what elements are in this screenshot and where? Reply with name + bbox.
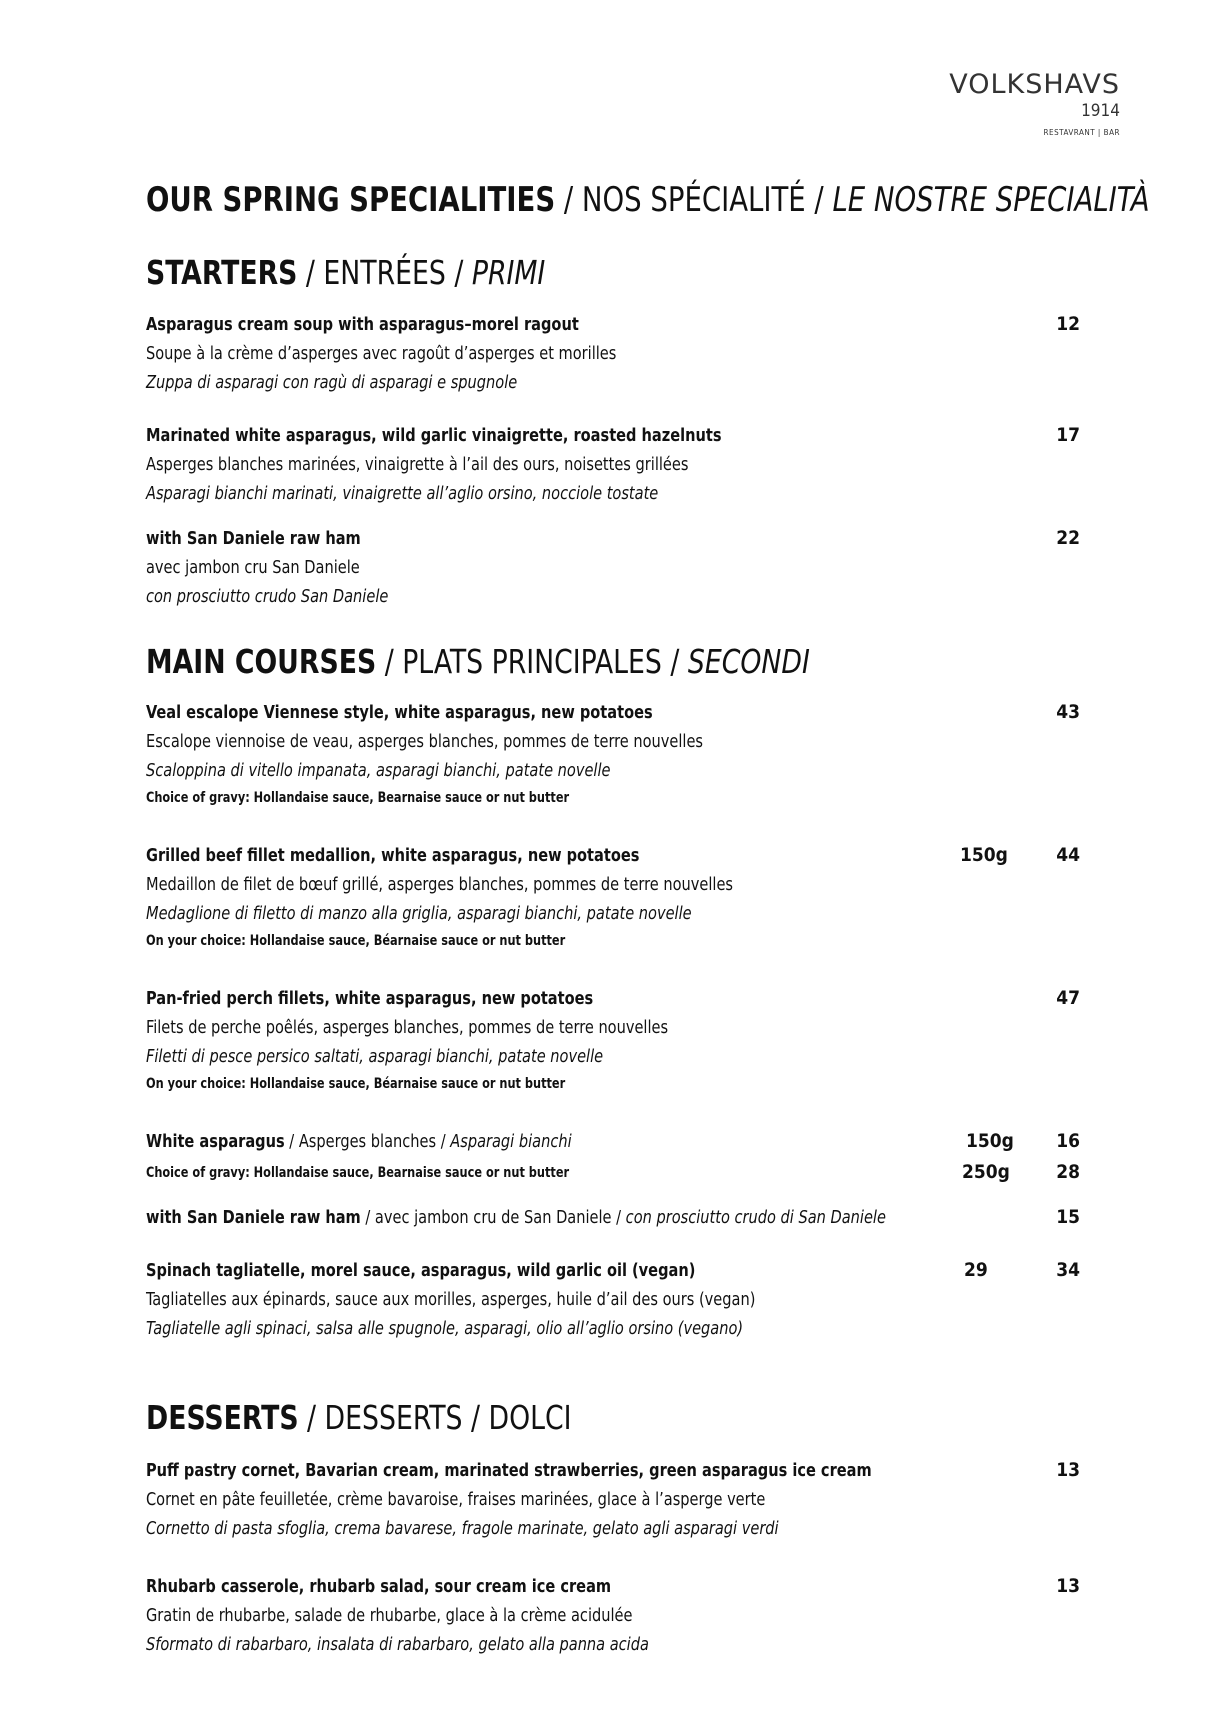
menu-item-note: On your choice: Hollandaise sauce, Béarnaise sauce or nut butter [146, 933, 566, 949]
menu-item-title: Puff pastry cornet, Bavarian cream, marinated strawberries, green asparagus ice cream [146, 1460, 872, 1481]
menu-item-italian: Tagliatelle agli spinaci, salsa alle spugnole, asparagi, olio all’aglio orsino (vegano) [146, 1318, 744, 1339]
menu-item-italian: Zuppa di asparagi con ragù di asparagi e spugnole [146, 372, 518, 393]
menu-item-french: Tagliatelles aux épinards, sauce aux morilles, asperges, huile d’ail des ours (vegan) [146, 1289, 756, 1310]
menu-item-note: Choice of gravy: Hollandaise sauce, Bearnaise sauce or nut butter [146, 790, 570, 806]
menu-item-price: 13 [1056, 1459, 1080, 1481]
menu-item-italian: Sformato di rabarbaro, insalata di rabarbaro, gelato alla panna acida [146, 1634, 649, 1655]
menu-item-title: Pan-fried perch fillets, white asparagus, new potatoes [146, 988, 594, 1009]
menu-item-italian: Scaloppina di vitello impanata, asparagi bianchi, patate novelle [146, 760, 611, 781]
menu-item-weight: 150g [966, 1130, 1014, 1152]
title-it: LE NOSTRE SPECIALITÀ [832, 180, 1150, 220]
menu-item-weight: 250g [962, 1161, 1010, 1183]
menu-item-french: Cornet en pâte feuilletée, crème bavaroise, fraises marinées, glace à l’asperge verte [146, 1489, 766, 1510]
menu-item-italian: Asparagi bianchi marinati, vinaigrette all’aglio orsino, nocciole tostate [146, 483, 659, 504]
menu-item-french: avec jambon cru San Daniele [146, 557, 360, 578]
menu-item-title: Veal escalope Viennese style, white asparagus, new potatoes [146, 702, 653, 723]
menu-item-french: Gratin de rhubarbe, salade de rhubarbe, glace à la crème acidulée [146, 1605, 633, 1626]
menu-item-price: 44 [1056, 844, 1080, 866]
menu-item-title: Grilled beef fillet medallion, white asparagus, new potatoes [146, 845, 640, 866]
menu-item-french: Medaillon de filet de bœuf grillé, asperges blanches, pommes de terre nouvelles [146, 874, 734, 895]
title-fr: NOS SPÉCIALITÉ [581, 180, 806, 220]
menu-item-french: Asperges blanches marinées, vinaigrette à l’ail des ours, noisettes grillées [146, 454, 689, 475]
menu-item-price: 16 [1056, 1130, 1080, 1152]
menu-item-weight: 150g [960, 844, 1008, 866]
menu-item-price: 34 [1056, 1259, 1080, 1281]
logo-name: VOLKSHAVS [949, 69, 1120, 100]
menu-item-half-price: 29 [964, 1259, 988, 1281]
menu-item-title: Rhubarb casserole, rhubarb salad, sour cream ice cream [146, 1576, 612, 1597]
section-heading-desserts: DESSERTS / DESSERTS / DOLCI [146, 1398, 572, 1437]
menu-item-note: Choice of gravy: Hollandaise sauce, Bearnaise sauce or nut butter [146, 1165, 570, 1181]
menu-item-price: 28 [1056, 1161, 1080, 1183]
menu-item-french: Escalope viennoise de veau, asperges blanches, pommes de terre nouvelles [146, 731, 704, 752]
menu-item-french: Soupe à la crème d’asperges avec ragoût d’asperges et morilles [146, 343, 617, 364]
menu-item-title: Marinated white asparagus, wild garlic vinaigrette, roasted hazelnuts [146, 425, 722, 446]
logo-tagline: RESTAVRANT | BAR [1043, 128, 1120, 137]
menu-item-price: 13 [1056, 1575, 1080, 1597]
logo-year: 1914 [1081, 101, 1120, 121]
menu-item-italian: con prosciutto crudo San Daniele [146, 586, 389, 607]
menu-item-price: 15 [1056, 1206, 1080, 1228]
menu-item-italian: Filetti di pesce persico saltati, asparagi bianchi, patate novelle [146, 1046, 604, 1067]
menu-item-italian: Medaglione di filetto di manzo alla griglia, asparagi bianchi, patate novelle [146, 903, 692, 924]
menu-item-price: 17 [1056, 424, 1080, 446]
menu-item-price: 43 [1056, 701, 1080, 723]
menu-item-title: Asparagus cream soup with asparagus–morel ragout [146, 314, 579, 335]
menu-item-title: White asparagus / Asperges blanches / Asparagi bianchi [146, 1131, 572, 1152]
menu-item-italian: Cornetto di pasta sfoglia, crema bavarese, fragole marinate, gelato agli asparagi verdi [146, 1518, 779, 1539]
menu-item-note: On your choice: Hollandaise sauce, Béarnaise sauce or nut butter [146, 1076, 566, 1092]
restaurant-logo [949, 70, 1120, 137]
menu-item-title: with San Daniele raw ham [146, 528, 361, 549]
menu-item-title: Spinach tagliatelle, morel sauce, asparagus, wild garlic oil (vegan) [146, 1260, 696, 1281]
menu-item-french: Filets de perche poêlés, asperges blanches, pommes de terre nouvelles [146, 1017, 669, 1038]
menu-item-title: with San Daniele raw ham / avec jambon cru de San Daniele / con prosciutto crudo di San Daniele [146, 1207, 886, 1228]
menu-item-price: 22 [1056, 527, 1080, 549]
title-en: OUR SPRING SPECIALITIES [146, 180, 556, 220]
menu-item-price: 47 [1056, 987, 1080, 1009]
page-title: OUR SPRING SPECIALITIES / NOS SPÉCIALITÉ / LE NOSTRE SPECIALITÀ [146, 180, 1150, 220]
section-heading-main-courses: MAIN COURSES / PLATS PRINCIPALES / SECONDI [146, 642, 810, 681]
section-heading-starters: STARTERS / ENTRÉES / PRIMI [146, 253, 546, 292]
menu-item-price: 12 [1056, 313, 1080, 335]
